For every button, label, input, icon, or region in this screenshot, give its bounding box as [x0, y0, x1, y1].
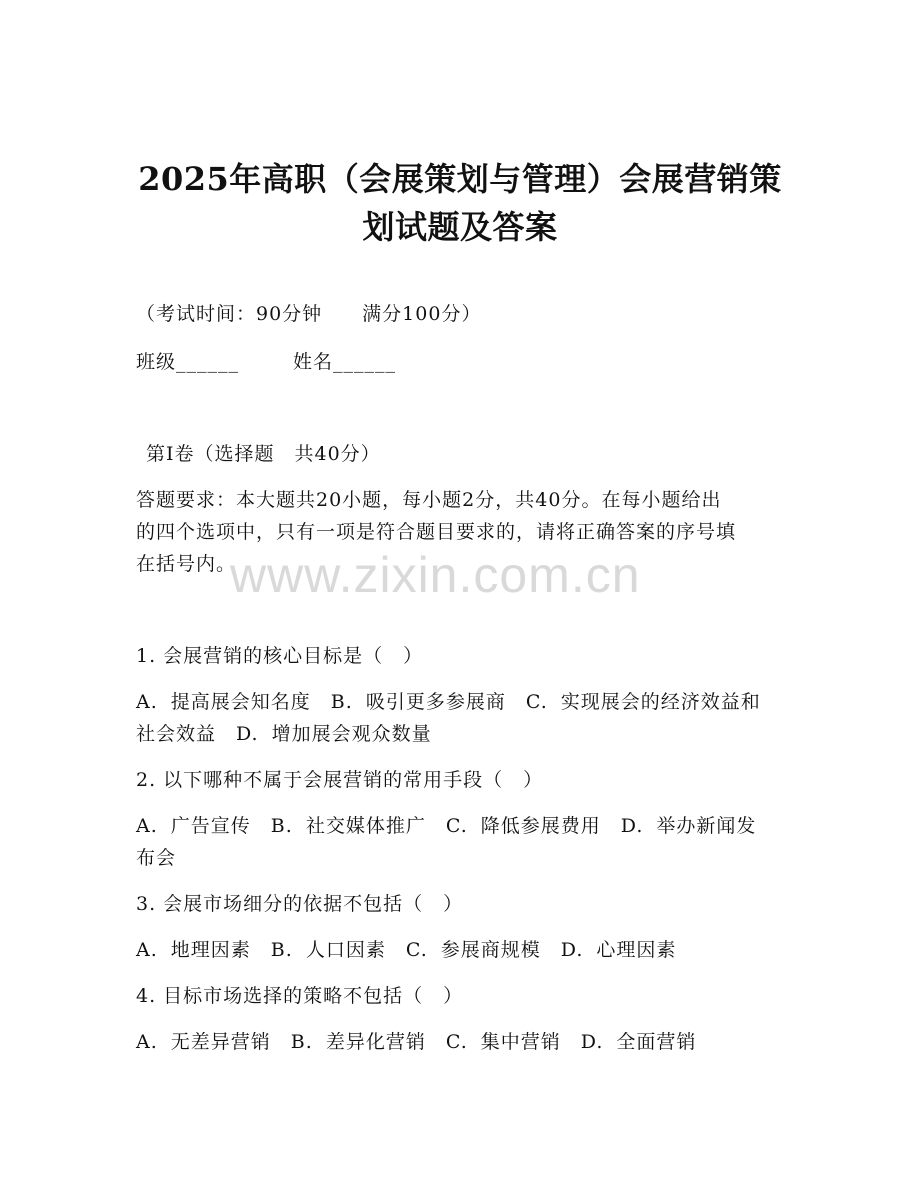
section-heading: 第Ⅰ卷（选择题 共40分） — [146, 443, 381, 465]
watermark-text: www.zixin.com.cn — [230, 547, 641, 603]
question-4-options-line-1: A. 无差异营销 B. 差异化营销 C. 集中营销 D. 全面营销 — [136, 1031, 697, 1053]
instructions-line-2: 的四个选项中，只有一项是符合题目要求的，请将正确答案的序号填 — [136, 521, 737, 543]
question-1-stem: 1. 会展营销的核心目标是（ ） — [136, 645, 424, 667]
name-field-label: 姓名______ — [293, 351, 397, 373]
exam-info: （考试时间：90分钟 满分100分） — [136, 303, 482, 325]
question-4-stem: 4. 目标市场选择的策略不包括（ ） — [136, 985, 464, 1007]
question-3-stem: 3. 会展市场细分的依据不包括（ ） — [136, 893, 464, 915]
instructions-line-1: 答题要求：本大题共20小题，每小题2分，共40分。在每小题给出 — [136, 489, 722, 511]
question-2-stem: 2. 以下哪种不属于会展营销的常用手段（ ） — [136, 769, 544, 791]
document-title-line-1: 2025年高职（会展策划与管理）会展营销策 — [138, 160, 782, 198]
question-1-options-line-2: 社会效益 D. 增加展会观众数量 — [136, 723, 432, 745]
question-3-options-line-1: A. 地理因素 B. 人口因素 C. 参展商规模 D. 心理因素 — [136, 939, 677, 961]
instructions-line-3: 在括号内。 — [136, 553, 237, 575]
question-1-options-line-1: A. 提高展会知名度 B. 吸引更多参展商 C. 实现展会的经济效益和 — [136, 691, 761, 713]
question-2-options-line-1: A. 广告宣传 B. 社交媒体推广 C. 降低参展费用 D. 举办新闻发 — [136, 815, 757, 837]
document-title-line-2: 划试题及答案 — [362, 208, 558, 246]
question-2-options-line-2: 布会 — [136, 847, 177, 869]
class-field-label: 班级______ — [136, 351, 240, 373]
